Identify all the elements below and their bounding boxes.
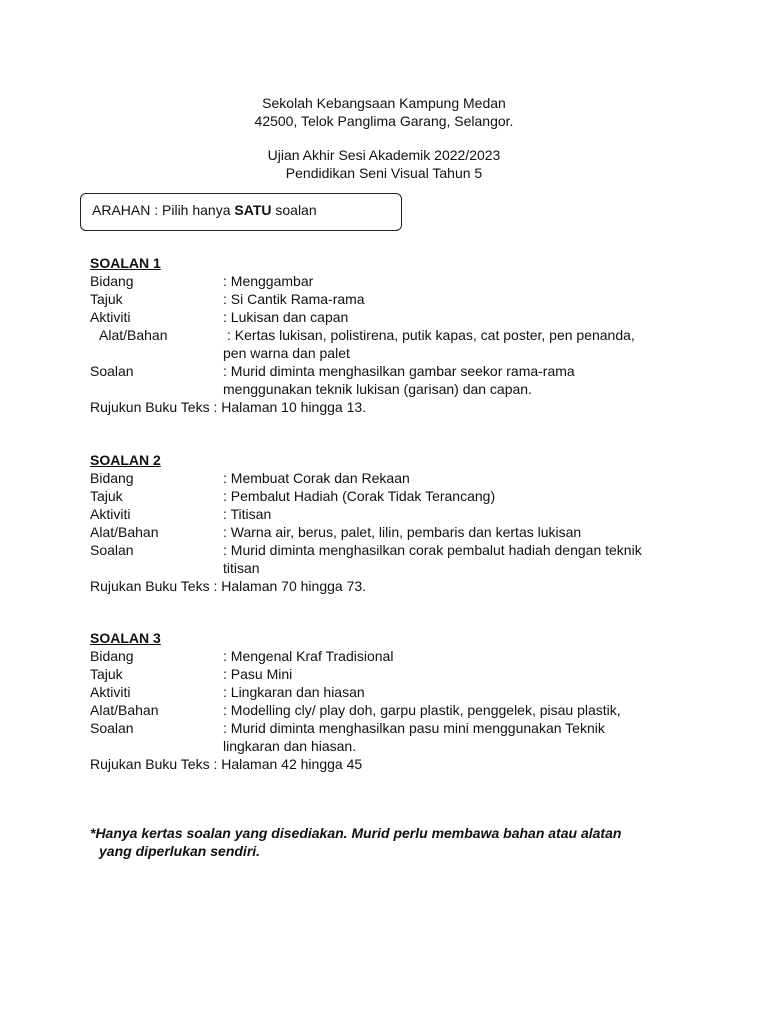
field-value: : Si Cantik Rama-rama: [223, 291, 365, 307]
exam-block: [0, 146, 768, 182]
instruction-prefix: ARAHAN : Pilih hanya: [92, 202, 235, 218]
field-bidang: [90, 272, 690, 290]
textbook-reference: Rujukun Buku Teks : Halaman 10 hingga 13.: [90, 399, 367, 415]
field-value: : Pasu Mini: [223, 666, 293, 682]
field-label: Soalan: [90, 720, 134, 736]
header-block: [0, 94, 768, 130]
field-label: Alat/Bahan: [99, 327, 168, 343]
field-value: : Murid diminta menghasilkan gambar seekor rama-rama: [223, 363, 575, 379]
field-alat-bahan: [90, 326, 690, 362]
section-title: SOALAN 3: [90, 630, 161, 646]
field-value: : Lukisan dan capan: [223, 309, 349, 325]
field-aktiviti: [90, 308, 690, 326]
footnote-line-1: *Hanya kertas soalan yang disediakan. Murid perlu membawa bahan atau alatan: [90, 825, 622, 841]
field-value: : Mengenal Kraf Tradisional: [223, 648, 394, 664]
field-label: Alat/Bahan: [90, 702, 159, 718]
field-label: Soalan: [90, 363, 134, 379]
field-aktiviti: [90, 505, 690, 523]
field-value: : Modelling cly/ play doh, garpu plastik, penggelek, pisau plastik,: [223, 702, 621, 718]
field-value: : Menggambar: [223, 273, 314, 289]
question-section-2: [90, 451, 690, 595]
instruction-bold: SATU: [234, 202, 272, 218]
field-label: Tajuk: [90, 291, 123, 307]
field-label: Alat/Bahan: [90, 524, 159, 540]
field-alat-bahan: [90, 701, 690, 719]
field-label: Tajuk: [90, 666, 123, 682]
field-value-cont: menggunakan teknik lukisan (garisan) dan capan.: [223, 381, 532, 397]
field-label: Bidang: [90, 648, 134, 664]
instruction-text: [92, 202, 317, 218]
textbook-reference: Rujukan Buku Teks : Halaman 42 hingga 45: [90, 756, 363, 772]
field-label: Aktiviti: [90, 309, 131, 325]
field-label: Aktiviti: [90, 684, 131, 700]
field-value: : Kertas lukisan, polistirena, putik kapas, cat poster, pen penanda,: [227, 327, 635, 343]
field-aktiviti: [90, 683, 690, 701]
question-section-1: [90, 254, 690, 416]
field-bidang: [90, 647, 690, 665]
exam-title: Ujian Akhir Sesi Akademik 2022/2023: [267, 147, 501, 163]
instruction-box: [80, 193, 402, 231]
field-value-cont: lingkaran dan hiasan.: [223, 738, 357, 754]
section-title: SOALAN 2: [90, 452, 161, 468]
school-name: Sekolah Kebangsaan Kampung Medan: [262, 95, 506, 111]
field-value: : Lingkaran dan hiasan: [223, 684, 365, 700]
field-label: Soalan: [90, 542, 134, 558]
field-value: : Membuat Corak dan Rekaan: [223, 470, 410, 486]
field-tajuk: [90, 665, 690, 683]
instruction-suffix: soalan: [271, 202, 317, 218]
footnote-line-2: yang diperlukan sendiri.: [99, 843, 261, 859]
field-value-cont: pen warna dan palet: [223, 345, 350, 361]
field-tajuk: [90, 487, 690, 505]
subject-title: Pendidikan Seni Visual Tahun 5: [285, 165, 483, 181]
field-soalan: [90, 719, 690, 755]
question-section-3: [90, 629, 690, 773]
field-label: Bidang: [90, 273, 134, 289]
field-soalan: [90, 362, 690, 398]
field-tajuk: [90, 290, 690, 308]
field-label: Tajuk: [90, 488, 123, 504]
field-label: Bidang: [90, 470, 134, 486]
field-alat-bahan: [90, 523, 690, 541]
textbook-reference: Rujukan Buku Teks : Halaman 70 hingga 73.: [90, 578, 367, 594]
field-value: : Warna air, berus, palet, lilin, pembaris dan kertas lukisan: [223, 524, 582, 540]
field-value: : Murid diminta menghasilkan corak pembalut hadiah dengan teknik: [223, 542, 642, 558]
school-address: 42500, Telok Panglima Garang, Selangor.: [254, 113, 514, 129]
field-label: Aktiviti: [90, 506, 131, 522]
footnote: [90, 824, 690, 860]
field-value: : Pembalut Hadiah (Corak Tidak Terancang): [223, 488, 496, 504]
section-title: SOALAN 1: [90, 255, 161, 271]
field-soalan: [90, 541, 690, 577]
field-bidang: [90, 469, 690, 487]
field-value-cont: titisan: [223, 560, 260, 576]
field-value: : Titisan: [223, 506, 272, 522]
field-value: : Murid diminta menghasilkan pasu mini menggunakan Teknik: [223, 720, 605, 736]
